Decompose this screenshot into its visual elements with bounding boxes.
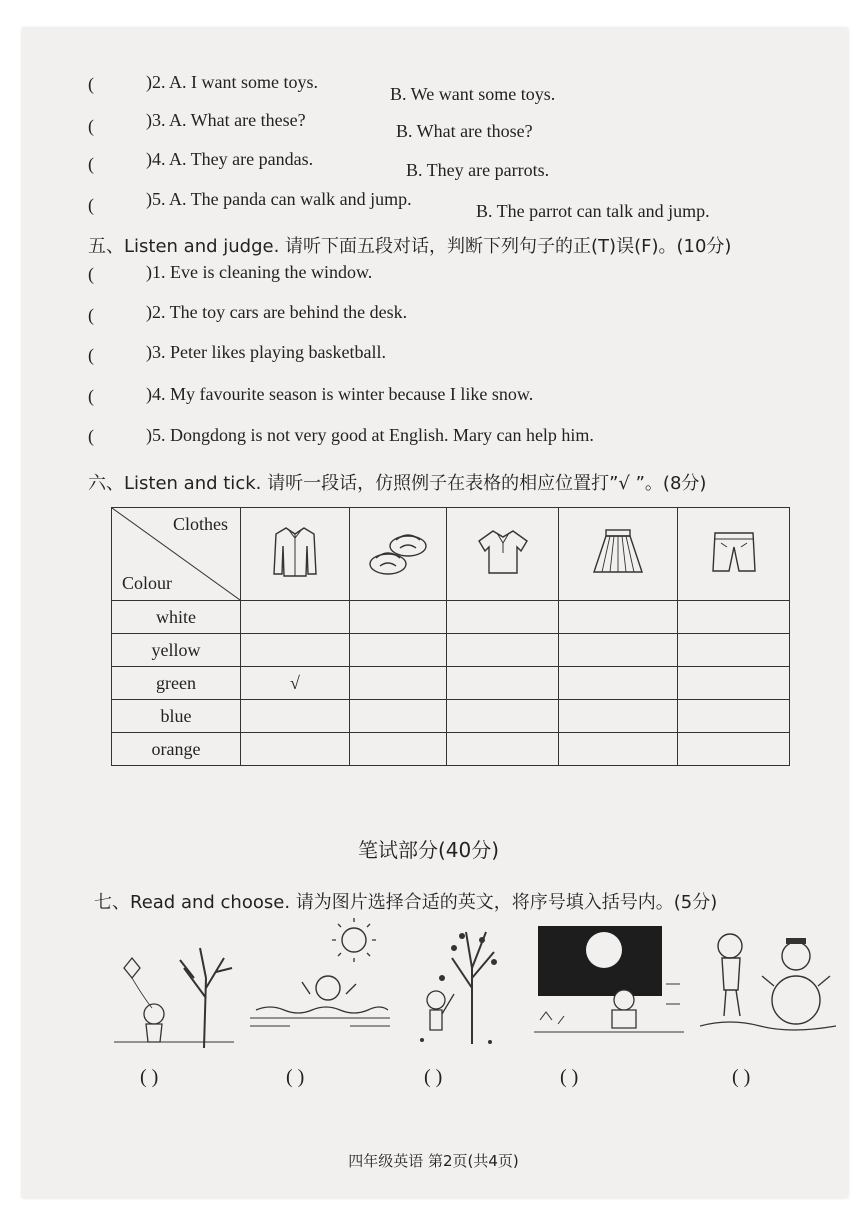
colour-label: green xyxy=(112,667,241,700)
sandals-icon xyxy=(366,524,430,580)
tick-cell[interactable] xyxy=(349,733,446,766)
written-section-title: 笔试部分(40分) xyxy=(358,838,500,862)
swimming-in-sun-picture xyxy=(250,918,390,1048)
tick-cell[interactable] xyxy=(349,634,446,667)
tick-cell[interactable] xyxy=(678,667,790,700)
tick-cell[interactable] xyxy=(241,601,350,634)
tick-cell-example[interactable] xyxy=(241,667,350,700)
tick-cell[interactable] xyxy=(241,634,350,667)
picking-apples-picture xyxy=(402,918,512,1048)
answer-paren: ( xyxy=(88,386,94,406)
judge-item: )1. Eve is cleaning the window. xyxy=(146,262,373,282)
tick-cell[interactable] xyxy=(446,700,559,733)
question-option-b: B. The parrot can talk and jump. xyxy=(476,201,710,221)
part5-title xyxy=(88,232,731,258)
question-option-a: )4. A. They are pandas. xyxy=(146,149,314,169)
clothes-cell-shirt xyxy=(241,508,350,601)
part6-title-text: 六、Listen and tick. 请听一段话，仿照例子在表格的相应位置打”√ ”。(8分) xyxy=(88,473,707,494)
clothes-cell-skirt xyxy=(559,508,678,601)
skirt-icon xyxy=(590,526,646,578)
answer-paren: ( xyxy=(88,154,94,174)
tick-cell[interactable] xyxy=(241,733,350,766)
header-clothes: Clothes xyxy=(172,514,228,534)
shorts-icon xyxy=(709,527,759,577)
answer-paren: ( xyxy=(88,195,94,215)
tick-cell[interactable] xyxy=(446,733,559,766)
question-option-a: )5. A. The panda can walk and jump. xyxy=(146,189,412,209)
tick-cell[interactable] xyxy=(559,634,678,667)
answer-paren: ( xyxy=(88,345,94,365)
tick-cell[interactable] xyxy=(446,601,559,634)
tick-cell[interactable] xyxy=(559,667,678,700)
judge-item: )4. My favourite season is winter because I like snow. xyxy=(146,384,534,404)
clothes-cell-sandals xyxy=(349,508,446,601)
part6-title xyxy=(88,469,706,495)
judge-item: )5. Dongdong is not very good at English. Mary can help him. xyxy=(146,425,594,445)
header-colour: Colour xyxy=(122,573,173,593)
kite-in-tree-picture xyxy=(104,938,244,1048)
tick-mark: √ xyxy=(289,672,300,693)
clothes-cell-polo xyxy=(446,508,559,601)
colour-label: white xyxy=(112,601,241,634)
tick-cell[interactable] xyxy=(678,634,790,667)
tick-cell[interactable] xyxy=(241,700,350,733)
part5-title-text: 五、Listen and judge. 请听下面五段对话，判断下列句子的正(T)误(F)。(10分) xyxy=(88,236,732,257)
judge-item: )3. Peter likes playing basketball. xyxy=(146,342,386,362)
tick-cell[interactable] xyxy=(349,700,446,733)
tick-cell[interactable] xyxy=(446,634,559,667)
judge-item: )2. The toy cars are behind the desk. xyxy=(146,302,408,322)
picture-row xyxy=(100,918,840,1058)
question-option-a: )3. A. What are these? xyxy=(146,110,306,130)
diagonal-header-cell xyxy=(112,508,241,601)
mooncake-night-picture xyxy=(534,924,684,1040)
answer-paren: ( xyxy=(88,305,94,325)
clothes-cell-shorts xyxy=(678,508,790,601)
colour-label: yellow xyxy=(112,634,241,667)
colour-label: blue xyxy=(112,700,241,733)
answer-slot[interactable]: ( ) xyxy=(140,1066,159,1088)
part7-title xyxy=(94,888,717,914)
answer-paren: ( xyxy=(88,74,94,94)
question-option-b: B. What are those? xyxy=(396,121,533,141)
answer-slot[interactable]: ( ) xyxy=(286,1066,305,1088)
answer-paren: ( xyxy=(88,264,94,284)
tick-cell[interactable] xyxy=(446,667,559,700)
tick-cell[interactable] xyxy=(349,601,446,634)
shirt-icon xyxy=(270,524,320,580)
answer-paren: ( xyxy=(88,426,94,446)
page-footer: 四年级英语 第2页(共4页) xyxy=(348,1152,519,1170)
part7-title-text: 七、Read and choose. 请为图片选择合适的英文，将序号填入括号内。(5分) xyxy=(94,892,718,913)
answer-slot[interactable]: ( ) xyxy=(424,1066,443,1088)
tick-cell[interactable] xyxy=(678,700,790,733)
tick-cell[interactable] xyxy=(349,667,446,700)
snowman-picture xyxy=(700,926,836,1036)
tick-cell[interactable] xyxy=(559,601,678,634)
tick-cell[interactable] xyxy=(678,733,790,766)
tick-cell[interactable] xyxy=(559,733,678,766)
tick-cell[interactable] xyxy=(678,601,790,634)
question-option-b: B. They are parrots. xyxy=(406,160,550,180)
answer-paren: ( xyxy=(88,116,94,136)
clothes-colour-table xyxy=(111,507,790,766)
colour-label: orange xyxy=(112,733,241,766)
tick-cell[interactable] xyxy=(559,700,678,733)
answer-slot[interactable]: ( ) xyxy=(560,1066,579,1088)
polo-shirt-icon xyxy=(475,527,531,577)
question-option-b: B. We want some toys. xyxy=(390,84,556,104)
answer-slot[interactable]: ( ) xyxy=(732,1066,751,1088)
question-option-a: )2. A. I want some toys. xyxy=(146,72,318,92)
